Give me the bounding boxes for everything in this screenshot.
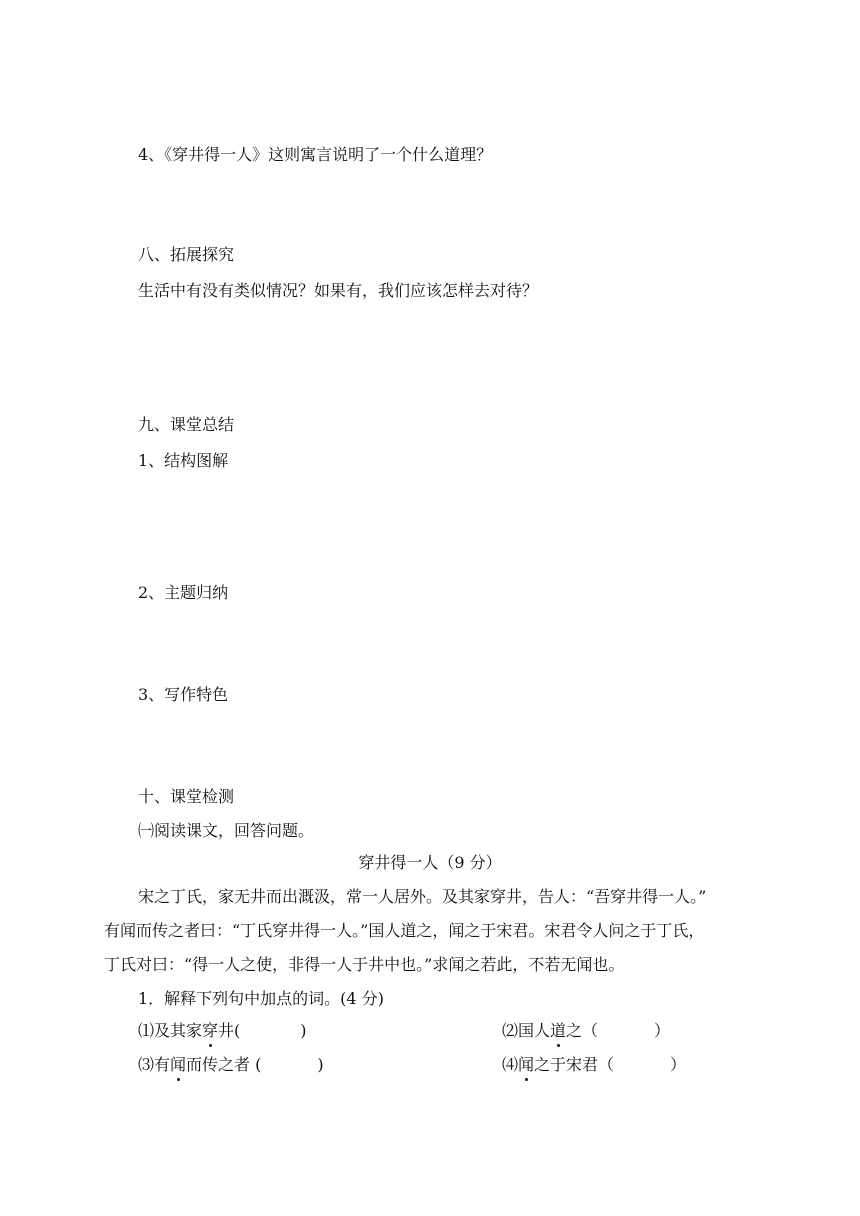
item-3-suffix: 而传之者 ( [186,1055,262,1074]
writing-features-label: 3、写作特色 [138,685,229,704]
item-3-dotted-word: 闻 [170,1055,187,1074]
item-1 [138,1020,307,1042]
item-3-prefix: ⑶有 [138,1055,171,1074]
passage-line-1: 宋之丁氏，家无井而出溉汲，常一人居外。及其家穿井，告人：“吾穿井得一人。” [138,887,707,906]
structure-diagram-label: 1、结构图解 [138,451,229,470]
passage-title: 穿井得一人（9 分） [358,853,502,872]
item-1-suffix: 井( [218,1021,241,1040]
reading-instruction: ㈠阅读课文，回答问题。 [138,821,315,840]
section-8-title: 八、拓展探究 [138,245,235,264]
item-4-close: ） [670,1055,687,1074]
item-2-close: ） [654,1021,671,1040]
item-2 [502,1020,670,1042]
item-3-close: ) [317,1055,324,1074]
item-1-close: ) [300,1021,307,1040]
question-1: 1．解释下列句中加点的词。(4 分) [138,989,384,1008]
item-2-suffix: 之（ [566,1021,599,1040]
passage-line-3: 丁氏对曰：“得一人之使，非得一人于井中也。”求闻之若此，不若无闻也。 [104,955,625,974]
section-10-title: 十、课堂检测 [138,787,235,806]
question-4: 4、《穿井得一人》这则寓言说明了一个什么道理？ [138,145,493,164]
item-4 [502,1054,686,1076]
section-9-title: 九、课堂总结 [138,415,235,434]
item-1-prefix: ⑴及其家 [138,1021,203,1040]
item-4-dotted-word: 闻 [518,1055,535,1074]
item-4-suffix: 之于宋君（ [534,1055,615,1074]
item-2-prefix: ⑵国人 [502,1021,551,1040]
section-8-question: 生活中有没有类似情况？如果有，我们应该怎样去对待？ [138,281,539,300]
passage-line-2: 有闻而传之者曰：“丁氏穿井得一人。”国人道之，闻之于宋君。宋君令人问之于丁氏， [104,921,705,940]
item-1-dotted-word: 穿 [202,1021,219,1040]
item-4-prefix: ⑷ [502,1055,519,1074]
item-2-dotted-word: 道 [550,1021,567,1040]
item-3 [138,1054,324,1076]
theme-summary-label: 2、主题归纳 [138,583,229,602]
